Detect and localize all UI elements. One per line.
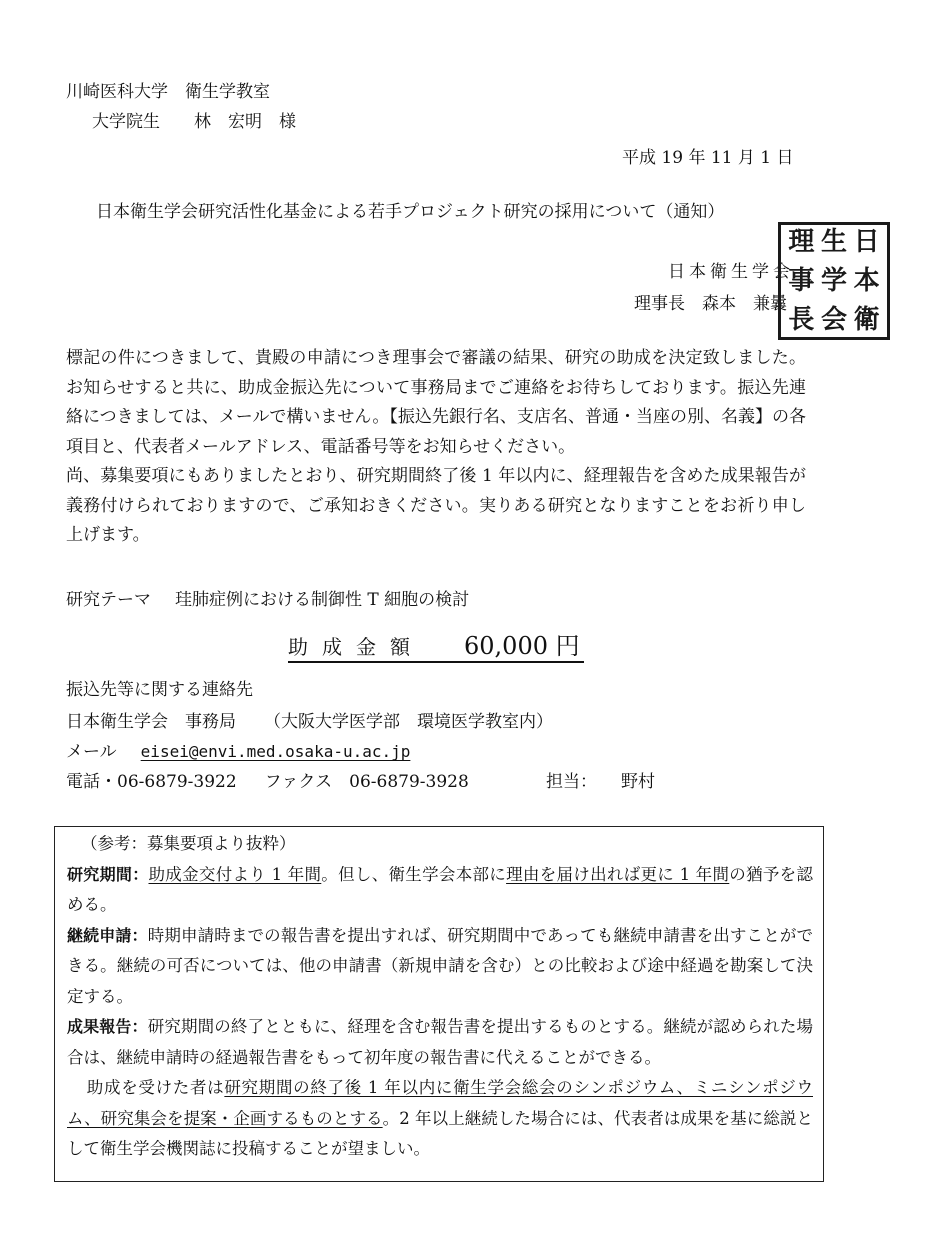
contact-office-note: （大阪大学医学部 環境医学教室内） [264,712,553,732]
research-theme-label: 研究テーマ [66,590,151,610]
reference-results: 成果報告：研究期間の終了とともに、経理を含む報告書を提出するものとする。継続が認められた場合は、継続申請時の経過報告書をもって初年度の報告書に代えることができる。 [67,1017,813,1067]
recipient-affiliation: 川崎医科大学 衛生学教室 [66,82,270,102]
reference-continuation: 継続申請：時期申請時までの報告書を提出すれば、研究期間中であっても継続申請書を出すことができる。継続の可否については、他の申請書（新規申請を含む）との比較および途中経過を勘案して決定する。 [67,925,813,1006]
contact-office: 日本衛生学会 事務局 （大阪大学医学部 環境医学教室内） [66,712,553,732]
reference-heading: （参考：募集要項より抜粋） [81,834,296,853]
period-label: 研究期間： [67,864,149,884]
reference-period: 研究期間：助成金交付より 1 年間。但し、衛生学会本部に理由を届け出れば更に 1 年間の猶予を認める。 [67,864,813,914]
grant-amount-label: 助成金額 [288,635,424,659]
letter-date: 平成 19 年 11 月 1 日 [622,148,794,168]
email-link[interactable]: eisei@envi.med.osaka-u.ac.jp [140,742,411,761]
contact-email-line [66,740,410,764]
research-theme-value: 珪肺症例における制御性 T 細胞の検討 [175,590,470,610]
sender-name: 理事長 森本 兼曩 [634,294,787,314]
contact-person-label: 担当： [546,772,597,792]
seal-column-1: 日 本 衛 [853,227,880,335]
contact-phone-line [66,770,469,794]
official-seal [778,222,890,340]
body-paragraph-1: 標記の件につきまして、貴殿の申請につき理事会で審議の結果、研究の助成を決定致しました。お知らせすると共に、助成金振込先について事務局までご連絡をお待ちしております。振込先連絡につきましては、メールで構いません。【振込先銀行名、支店名、普通・当座の別、名義】の各項目と、代表者メールアドレス、電話番号等をお知らせください。 [66,348,806,457]
letter-subject: 日本衛生学会研究活性化基金による若手プロジェクト研究の採用について（通知） [96,202,725,222]
reference-box [54,826,824,1182]
results-label: 成果報告： [67,1017,148,1036]
research-theme [66,588,469,612]
grant-amount-value: 60,000 円 [464,632,580,660]
reference-obligation: 助成を受けた者は研究期間の終了後 1 年以内に衛生学会総会のシンポジウム、ミニシンポジウム、研究集会を提案・企画するものとする。2 年以上継続した場合には、代表者は成果を基に総説として衛生学会機関誌に投稿することが望ましい。 [67,1078,813,1158]
body-paragraph-2: 尚、募集要項にもありましたとおり、研究期間終了後 1 年以内に、経理報告を含めた成果報告が義務付けられておりますので、ご承知おきください。実りある研究となりますことをお祈り申し上げます。 [66,466,806,545]
recipient-name: 大学院生 林 宏明 様 [92,112,296,132]
seal-column-3: 理 事 長 [788,227,815,335]
continuation-label: 継続申請： [67,925,148,945]
grant-amount [288,632,584,663]
contact-person-name: 野村 [621,772,655,792]
sender-organization: 日本衛生学会 [668,262,794,282]
letter-body [66,344,806,551]
seal-column-2: 生 学 会 [820,227,847,335]
contact-heading: 振込先等に関する連絡先 [66,680,253,700]
contact-person [546,770,655,794]
fax-number: ファクス 06-6879-3928 [264,772,469,792]
email-label: メール [66,742,117,762]
phone-number: 電話・06-6879-3922 [66,772,237,792]
